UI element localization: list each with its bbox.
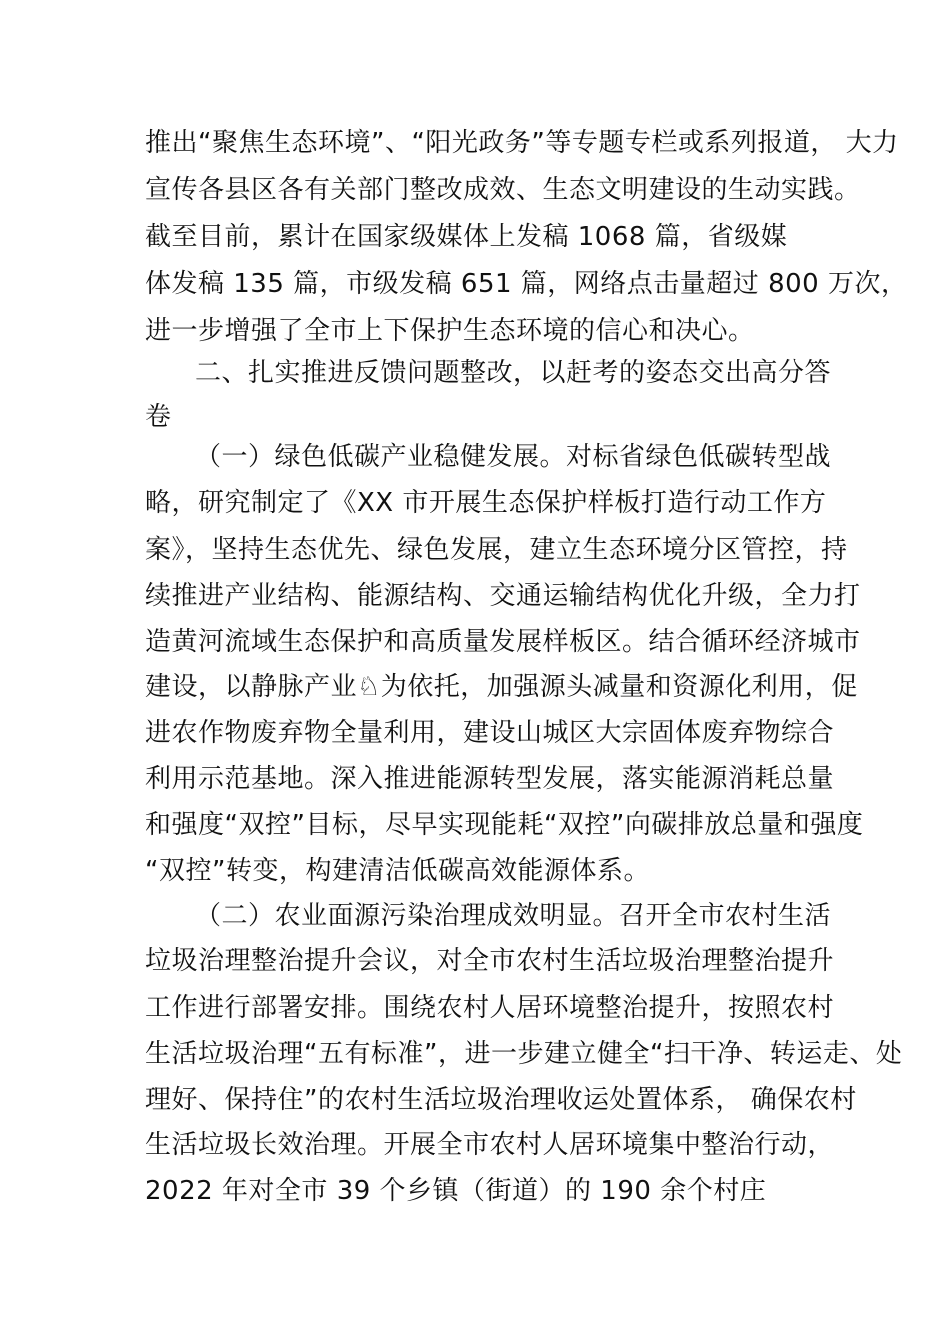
body-line: 建设，以静脉产业♘为依托，加强源头减量和资源化利用，促 (145, 672, 858, 702)
body-line: 进农作物废弃物全量利用，建设山城区大宗固体废弃物综合 (145, 718, 835, 748)
body-line: 截至目前，累计在国家级媒体上发稿 1068 篇，省级媒 (145, 222, 788, 252)
body-line: 利用示范基地。深入推进能源转型发展，落实能源消耗总量 (145, 764, 835, 794)
body-line: “双控”转变，构建清洁低碳高效能源体系。 (145, 856, 650, 886)
body-line: 工作进行部署安排。围绕农村人居环境整治提升，按照农村 (145, 993, 835, 1023)
body-line: 推出“聚焦生态环境”、“阳光政务”等专题专栏或系列报道， 大力 (145, 128, 899, 158)
body-line: 生活垃圾治理“五有标准”，进一步建立健全“扫干净、转运走、处 (145, 1039, 903, 1069)
body-line: 体发稿 135 篇，市级发稿 651 篇，网络点击量超过 800 万次， (145, 269, 908, 299)
body-line: 2022 年对全市 39 个乡镇（街道）的 190 余个村庄 (145, 1176, 767, 1206)
subsection-heading: （一）绿色低碳产业稳健发展。对标省绿色低碳转型战 (195, 442, 832, 472)
subsection-heading: （二）农业面源污染治理成效明显。召开全市农村生活 (195, 901, 832, 931)
body-line: 生活垃圾长效治理。开展全市农村人居环境集中整治行动， (145, 1130, 835, 1160)
body-line: 宣传各县区各有关部门整改成效、生态文明建设的生动实践。 (145, 175, 861, 205)
body-line: 和强度“双控”目标，尽早实现能耗“双控”向碳排放总量和强度 (145, 810, 864, 840)
body-line: 垃圾治理整治提升会议，对全市农村生活垃圾治理整治提升 (145, 946, 835, 976)
body-line: 略，研究制定了《XX 市开展生态保护样板打造行动工作方 (145, 488, 827, 518)
body-line: 续推进产业结构、能源结构、交通运输结构优化升级，全力打 (145, 581, 861, 611)
body-line: 理好、保持住”的农村生活垃圾治理收运处置体系， 确保农村 (145, 1085, 857, 1115)
body-line: 案》，坚持生态优先、绿色发展，建立生态环境分区管控，持 (145, 535, 848, 565)
section-heading: 二、扎实推进反馈问题整改，以赶考的姿态交出高分答 (195, 358, 832, 388)
section-heading-continuation: 卷 (145, 402, 172, 432)
body-line: 造黄河流域生态保护和高质量发展样板区。结合循环经济城市 (145, 627, 861, 657)
body-line: 进一步增强了全市上下保护生态环境的信心和决心。 (145, 316, 755, 346)
